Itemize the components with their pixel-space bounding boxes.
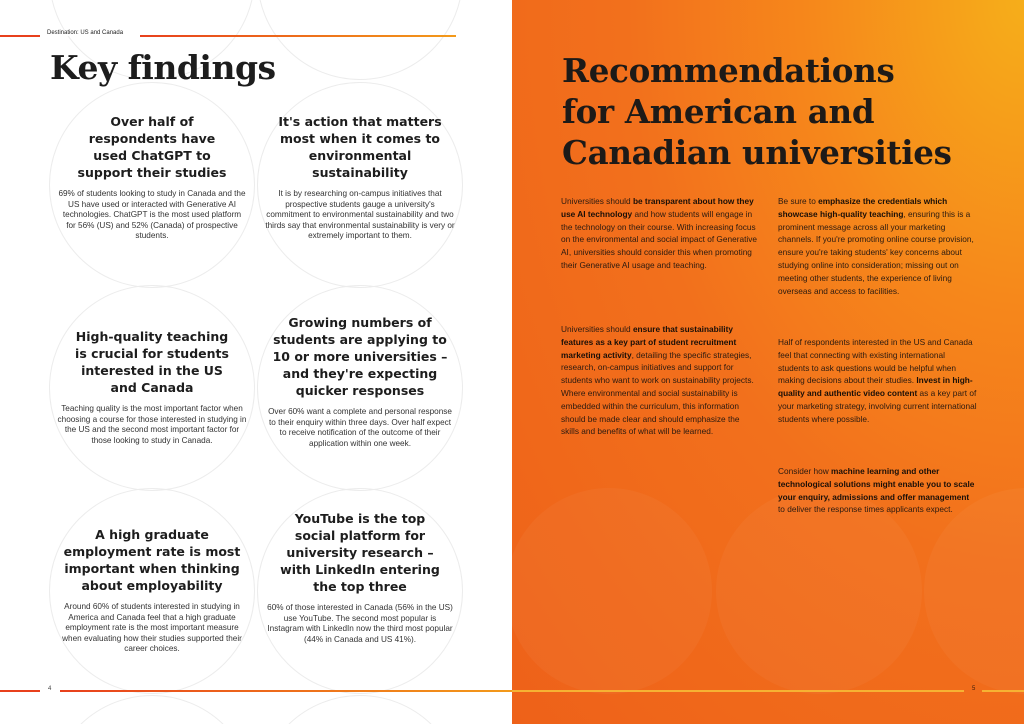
finding-body: Teaching quality is the most important factor when choosing a course for those interested in studying in the US and the second most important factor for those looking to study in Canada. <box>57 404 247 445</box>
footer-rule <box>512 690 964 692</box>
finding-heading: High-quality teaching is crucial for students interested in the US and Canada <box>75 329 229 395</box>
header-rule <box>140 35 456 37</box>
finding-card <box>257 510 463 645</box>
finding-card <box>49 328 255 446</box>
destination-label: Destination: US and Canada <box>47 30 126 36</box>
finding-heading: YouTube is the top social platform for university research – with LinkedIn entering the top three <box>280 511 440 594</box>
title-line: for American and <box>562 92 875 131</box>
finding-card <box>49 113 255 242</box>
finding-body: Over 60% want a complete and personal response to their enquiry within three days. Over half expect to receive notification of the outcome of their application within one week. <box>268 407 452 448</box>
footer-rule <box>0 690 40 692</box>
finding-body: Around 60% of students interested in studying in America and Canada feel that a high graduate employment rate is the most important measure when evaluating how their studies supported their career choices. <box>62 602 242 653</box>
finding-body: 69% of students looking to study in Canada and the US have used or interacted with Generative AI technologies. ChatGPT is the most used platform for 56% (US) and 52% (Canada) of prospective students. <box>58 189 246 240</box>
footer-rule <box>60 690 512 692</box>
page-number: 5 <box>972 686 976 692</box>
title-line: Canadian universities <box>562 133 952 172</box>
recommendation-paragraph: Be sure to emphasize the credentials which showcase high-quality teaching, ensuring this is a prominent message across all your marketing channels. If you're promoting online course provision, ensure you're taking students' key concerns about studying online into consideration; missing out on meeting other students, the experience of living overseas and access to facilities. <box>778 196 974 296</box>
decorative-circle <box>512 488 712 694</box>
header-rule <box>0 35 40 37</box>
recommendation-paragraph: Half of respondents interested in the US and Canada feel that connecting with existing international students to ask questions would be helpful when making decisions about their studies. Invest in high-quality and authentic video content as a key part of your marketing strategy, involving current international students where possible. <box>778 337 977 424</box>
title-line: Recommendations <box>562 51 895 90</box>
finding-card <box>257 113 463 242</box>
decorative-circle <box>924 488 1024 694</box>
finding-heading: It's action that matters most when it comes to environmental sustainability <box>278 114 442 180</box>
recommendations-title <box>562 50 952 173</box>
finding-heading: Growing numbers of students are applying to 10 or more universities – and they're expecting quicker responses <box>272 315 448 398</box>
footer-rule <box>982 690 1024 692</box>
finding-body: 60% of those interested in Canada (56% in the US) use YouTube. The second most popular is Instagram with LinkedIn now the third most popular (44% in Canada and US 41%). <box>267 603 453 644</box>
decorative-circle <box>49 695 255 724</box>
key-findings-title: Key findings <box>50 48 276 87</box>
recommendation-paragraph: Universities should be transparent about how they use AI technology and how students will engage in the technology on their course. With increasing focus on the environmental and social impact of Generative AI, universities should consider this when promoting their Generative AI usage and teaching. <box>561 196 758 270</box>
recommendation-paragraph: Consider how machine learning and other technological solutions might enable you to scale your enquiry, admissions and offer management to deliver the response times applicants expect. <box>778 466 975 515</box>
decorative-circle <box>257 0 463 80</box>
finding-heading: Over half of respondents have used ChatGPT to support their studies <box>77 114 227 180</box>
finding-card <box>49 526 255 655</box>
recommendation-paragraph: Universities should ensure that sustainability features as a key part of student recruitment marketing activity, detailing the specific strategies, research, on-campus initiatives and support for students who want to work on sustainability projects. Where environmental and social sustainability is embedded within the curriculum, this information should be made clear and should emphasize the skills and benefits of what will be learned. <box>561 324 754 437</box>
finding-card <box>257 314 463 449</box>
finding-body: It is by researching on-campus initiatives that prospective students gauge a university's commitment to environmental sustainability and two thirds say that environmental sustainability is very or extremely important to them. <box>265 189 455 240</box>
decorative-circle <box>257 695 463 724</box>
decorative-circle <box>716 488 922 694</box>
page-number: 4 <box>48 686 52 692</box>
finding-heading: A high graduate employment rate is most important when thinking about employability <box>63 527 241 593</box>
